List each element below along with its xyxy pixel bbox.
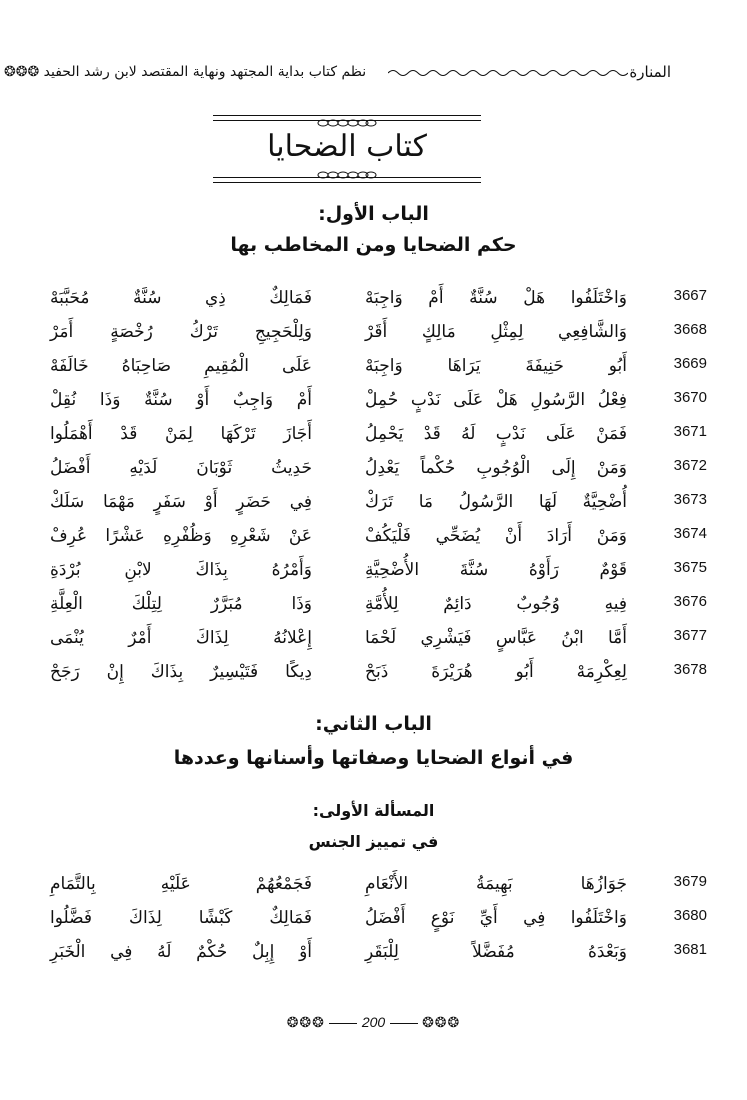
verse-first-hemistich: أُضْحِيَّةٌ لَهَا الرَّسُولُ مَا تَرَكْ bbox=[365, 492, 627, 512]
verse-row bbox=[0, 589, 747, 623]
verse-second-hemistich: إِعْلانُهُ لِذَاكَ أَمْرٌ يُنْمَى bbox=[50, 628, 312, 648]
verse-second-hemistich: دِيكًا فَتَيْسِيرٌ بِذَاكَ إِنْ رَجَحْ bbox=[50, 662, 312, 682]
verse-first-hemistich: أَمَّا ابْنُ عَبَّاسٍ فَيَشْرِي لَحْمَا bbox=[365, 628, 627, 648]
verse-number: 3681 bbox=[673, 941, 707, 958]
book-title-frame bbox=[213, 115, 481, 185]
page-footer bbox=[0, 1014, 747, 1031]
verse-second-hemistich: وَأَمْرُهُ بِذَاكَ لابْنِ بُرْدَةِ bbox=[50, 560, 312, 580]
verse-first-hemistich: وَمَنْ أَرَادَ أَنْ يُضَحِّي فَلْيَكُفْ bbox=[365, 526, 627, 546]
verse-first-hemistich: وَبَعْدَهُ مُفَضَّلاً لِلْبَقَرِ bbox=[365, 942, 627, 962]
verse-number: 3680 bbox=[673, 907, 707, 924]
verse-second-hemistich: أَجَازَ تَرْكَهَا لِمَنْ قَدْ أَهْمَلُوا bbox=[50, 424, 312, 444]
verse-second-hemistich: فِي حَضَرٍ أَوْ سَفَرٍ مَهْمَا سَلَكْ bbox=[50, 492, 312, 512]
verse-row bbox=[0, 657, 747, 691]
verse-number: 3670 bbox=[673, 389, 707, 406]
footer-ornament-right-icon: ❂❂❂ bbox=[422, 1015, 461, 1031]
running-title-text: نظم كتاب بداية المجتهد ونهاية المقتصد لابن رشد الحفيد bbox=[43, 64, 367, 80]
verse-number: 3674 bbox=[673, 525, 707, 542]
verse-row bbox=[0, 521, 747, 555]
verse-first-hemistich: أَبُو حَنِيفَةَ يَرَاهَا وَاجِبَهْ bbox=[365, 356, 627, 376]
issue-one-heading: المسألة الأولى: bbox=[312, 801, 435, 820]
verse-row bbox=[0, 903, 747, 937]
verse-number: 3677 bbox=[673, 627, 707, 644]
chapter-two-subtitle: في أنواع الضحايا وصفاتها وأسنانها وعددها bbox=[173, 747, 574, 769]
verse-first-hemistich: فِعْلُ الرَّسُولِ هَلْ عَلَى نَدْبٍ حُمِلْ bbox=[365, 390, 627, 410]
verse-second-hemistich: فَجَمْعُهُمْ عَلَيْهِ بِالتَّمَامِ bbox=[50, 874, 312, 894]
verse-second-hemistich: حَدِيثُ ثَوْبَانَ لَدَيْهِ أَفْضَلُ bbox=[50, 458, 312, 478]
verse-number: 3671 bbox=[673, 423, 707, 440]
verse-second-hemistich: فَمَالِكٌ كَبْشًا لِذَاكَ فَضَّلُوا bbox=[50, 908, 312, 928]
verse-row bbox=[0, 317, 747, 351]
footer-ornament-left-icon: ❂❂❂ bbox=[286, 1015, 325, 1031]
verse-row bbox=[0, 555, 747, 589]
issue-one-subtitle: في تمييز الجنس bbox=[308, 832, 439, 851]
chapter-two-heading: الباب الثاني: bbox=[315, 713, 432, 735]
verse-first-hemistich: قَوْمٌ رَأَوْهُ سُنَّةَ الأُضْحِيَّةِ bbox=[365, 560, 627, 580]
verse-first-hemistich: فَمَنْ عَلَى نَدْبٍ لَهُ قَدْ يَحْمِلُ bbox=[365, 424, 627, 444]
verse-first-hemistich: فِيهِ وُجُوبٌ دَائِمٌ لِلأُمَّةِ bbox=[365, 594, 627, 614]
footer-rule-right bbox=[390, 1023, 418, 1024]
chapter-one-subtitle: حكم الضحايا ومن المخاطب بها bbox=[230, 234, 517, 256]
verse-row bbox=[0, 869, 747, 903]
verse-second-hemistich: وَذَا مُبَرَّرٌ لِتِلْكَ الْعِلَّةِ bbox=[50, 594, 312, 614]
running-title bbox=[4, 58, 366, 86]
page-number: 200 bbox=[361, 1014, 386, 1030]
verse-row bbox=[0, 623, 747, 657]
title-top-chain-ornament bbox=[317, 119, 377, 127]
page-header bbox=[0, 58, 747, 86]
verse-second-hemistich: أَمْ وَاجِبٌ أَوْ سُنَّةٌ وَذَا نُقِلْ bbox=[50, 390, 312, 410]
verse-first-hemistich: وَاخْتَلَفُوا فِي أَيِّ نَوْعٍ أَفْضَلُ bbox=[365, 908, 627, 928]
verse-first-hemistich: وَالشَّافِعِي لِمِثْلِ مَالِكٍ أَقَرْ bbox=[365, 322, 627, 342]
verse-first-hemistich: وَمَنْ إِلَى الْوُجُوبِ حُكْماً يَعْدِلُ bbox=[365, 458, 627, 478]
book-title: كتاب الضحايا bbox=[267, 129, 427, 164]
verse-number: 3679 bbox=[673, 873, 707, 890]
verse-row bbox=[0, 937, 747, 971]
verse-number: 3669 bbox=[673, 355, 707, 372]
header-ornament-icon: ❂❂❂ bbox=[4, 64, 40, 80]
verse-number: 3676 bbox=[673, 593, 707, 610]
verse-row bbox=[0, 351, 747, 385]
verse-first-hemistich: جَوَازُهَا بَهِيمَةُ الأَنْعَامِ bbox=[365, 874, 627, 894]
verse-number: 3673 bbox=[673, 491, 707, 508]
verse-number: 3667 bbox=[673, 287, 707, 304]
verse-second-hemistich: عَلَى الْمُقِيمِ صَاحِبَاهُ خَالَفَهْ bbox=[50, 356, 312, 376]
chapter-one-heading: الباب الأول: bbox=[318, 203, 429, 225]
verse-number: 3678 bbox=[673, 661, 707, 678]
publisher-name: المنارة bbox=[629, 63, 671, 81]
verse-second-hemistich: فَمَالِكٌ ذِي سُنَّةٌ مُحَبَّبَهْ bbox=[50, 288, 312, 308]
header-wave-divider bbox=[388, 68, 628, 78]
verse-row bbox=[0, 385, 747, 419]
verse-second-hemistich: أَوْ إِبِلٌ حُكْمٌ لَهُ فِي الْخَبَرِ bbox=[50, 942, 312, 962]
verse-row bbox=[0, 419, 747, 453]
verse-number: 3672 bbox=[673, 457, 707, 474]
verse-row bbox=[0, 283, 747, 317]
verse-second-hemistich: وَلِلْحَجِيجِ تَرْكُ رُخْصَةٍ أَمَرْ bbox=[50, 322, 312, 342]
verse-number: 3675 bbox=[673, 559, 707, 576]
verse-first-hemistich: وَاخْتَلَفُوا هَلْ سُنَّةٌ أَمْ وَاجِبَهْ bbox=[365, 288, 627, 308]
verse-first-hemistich: لِعِكْرِمَهْ أَبُو هُرَيْرَةَ ذَبَحْ bbox=[365, 662, 627, 682]
verse-row bbox=[0, 487, 747, 521]
verse-second-hemistich: عَنْ شَعْرِهِ وَظُفْرِهِ عَشْرًا عُرِفْ bbox=[50, 526, 312, 546]
title-bottom-rule bbox=[213, 177, 481, 183]
verse-row bbox=[0, 453, 747, 487]
footer-rule-left bbox=[329, 1023, 357, 1024]
verse-number: 3668 bbox=[673, 321, 707, 338]
